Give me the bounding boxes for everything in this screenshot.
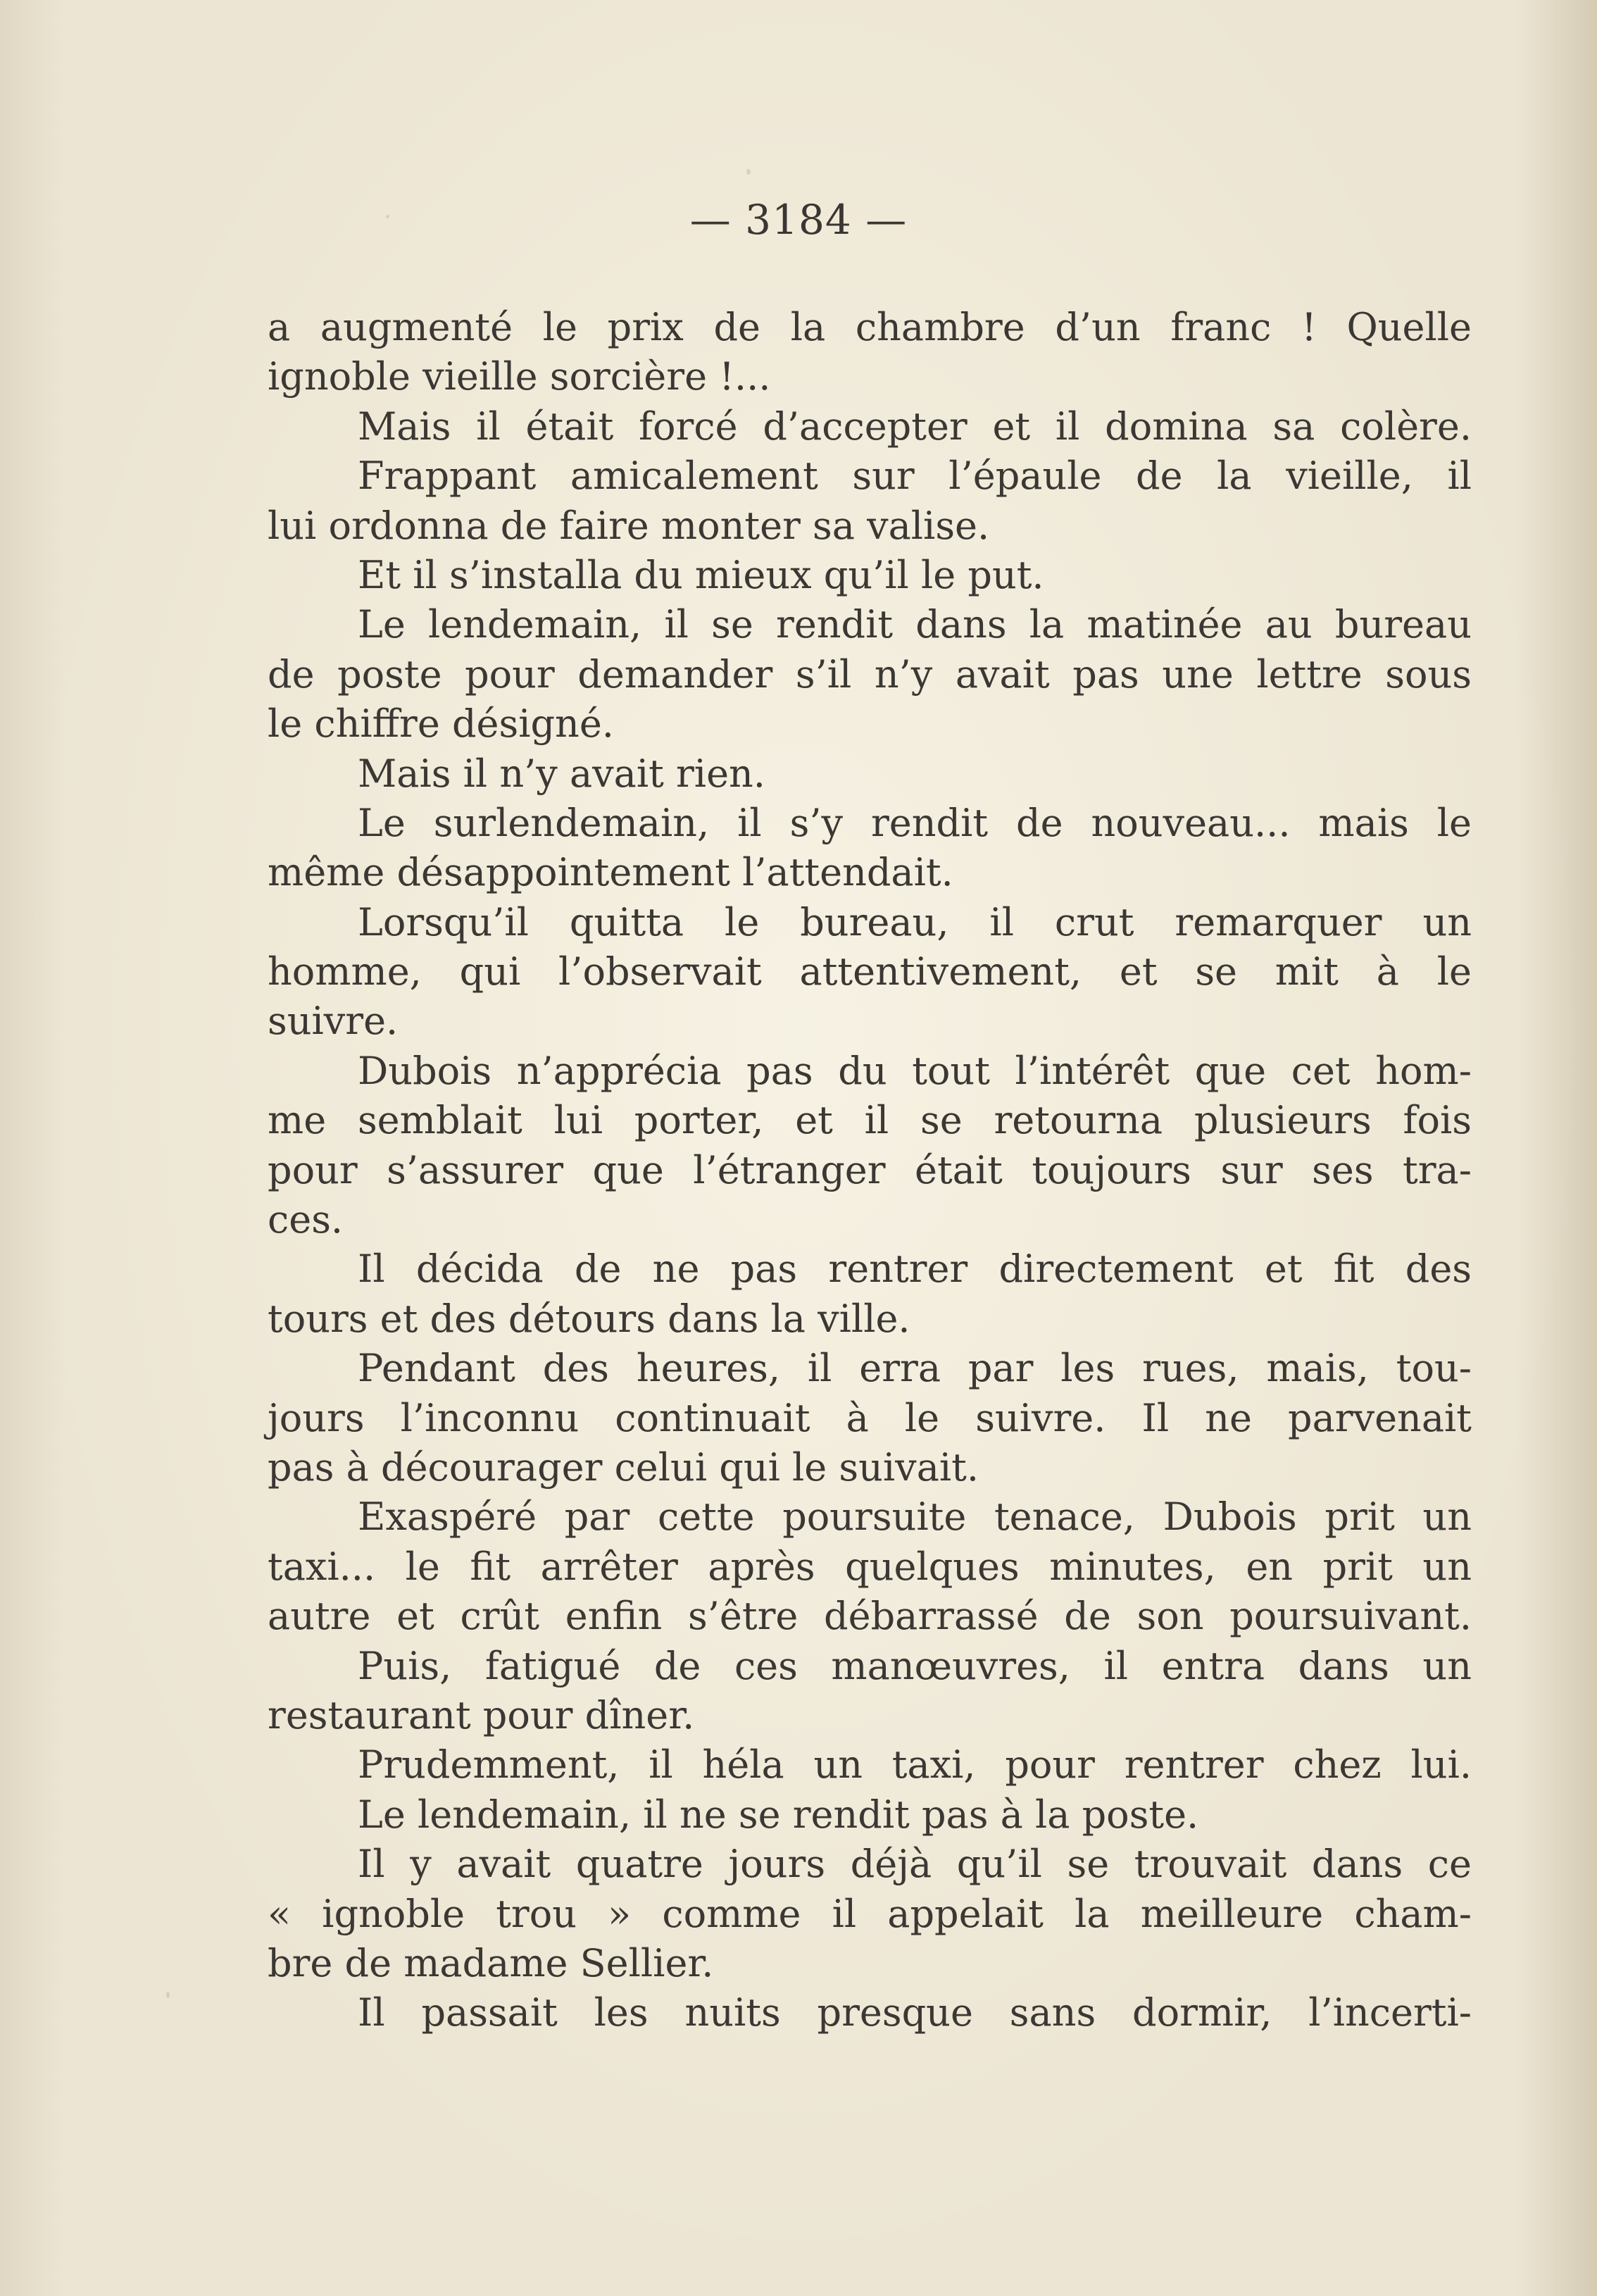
- text-line: jours l’inconnu continuait à le suivre. Il ne parvenait: [268, 1395, 1472, 1440]
- text-line: ignoble vieille sorcière !...: [268, 354, 771, 399]
- text-line: Il décida de ne pas rentrer directement et fit des: [358, 1247, 1472, 1292]
- paper-spot: [386, 215, 389, 218]
- page-number: — 3184 —: [689, 196, 908, 244]
- text-line: Il passait les nuits presque sans dormir, l’incerti-: [358, 1990, 1472, 2035]
- text-line: restaurant pour dîner.: [268, 1692, 695, 1737]
- text-line: Le lendemain, il se rendit dans la matinée au bureau: [358, 602, 1472, 647]
- text-line: Il y avait quatre jours déjà qu’il se trouvait dans ce: [358, 1842, 1472, 1887]
- text-line: « ignoble trou » comme il appelait la meilleure cham-: [268, 1891, 1472, 1936]
- text-line: le chiffre désigné.: [268, 701, 614, 747]
- body-text: [268, 303, 1472, 2038]
- text-line: Mais il était forcé d’accepter et il domina sa colère.: [358, 404, 1472, 449]
- text-line: lui ordonna de faire monter sa valise.: [268, 503, 990, 548]
- text-line: tours et des détours dans la ville.: [268, 1296, 910, 1341]
- text-line: de poste pour demander s’il n’y avait pas une lettre sous: [268, 651, 1472, 697]
- text-line: suivre.: [268, 999, 399, 1044]
- text-line: Exaspéré par cette poursuite tenace, Dubois prit un: [358, 1495, 1472, 1540]
- text-line: Le surlendemain, il s’y rendit de nouveau... mais le: [358, 800, 1472, 845]
- paper-spot: [166, 1992, 170, 1998]
- text-line: Dubois n’apprécia pas du tout l’intérêt que cet hom-: [358, 1048, 1472, 1093]
- text-line: Prudemment, il héla un taxi, pour rentrer chez lui.: [358, 1742, 1472, 1787]
- text-line: ces.: [268, 1197, 344, 1242]
- text-line: autre et crût enfin s’être débarrassé de son poursuivant.: [268, 1594, 1472, 1639]
- text-line: Le lendemain, il ne se rendit pas à la poste.: [358, 1792, 1199, 1837]
- text-line: Frappant amicalement sur l’épaule de la vieille, il: [358, 454, 1472, 499]
- text-line: Mais il n’y avait rien.: [358, 751, 765, 796]
- text-line: Pendant des heures, il erra par les rues, mais, tou-: [358, 1346, 1472, 1391]
- text-line: pas à décourager celui qui le suivait.: [268, 1445, 979, 1490]
- text-line: taxi... le fit arrêter après quelques minutes, en prit un: [268, 1544, 1472, 1589]
- paper-spot: [746, 169, 751, 175]
- text-line: même désappointement l’attendait.: [268, 850, 953, 895]
- text-line: Lorsqu’il quitta le bureau, il crut remarquer un: [358, 899, 1472, 944]
- text-line: homme, qui l’observait attentivement, et se mit à le: [268, 949, 1472, 994]
- text-line: a augmenté le prix de la chambre d’un franc ! Quelle: [268, 305, 1472, 349]
- text-line: Puis, fatigué de ces manœuvres, il entra dans un: [358, 1643, 1472, 1688]
- text-line: me semblait lui porter, et il se retourna plusieurs fois: [268, 1098, 1472, 1143]
- text-line: bre de madame Sellier.: [268, 1940, 714, 1985]
- text-line: Et il s’installa du mieux qu’il le put.: [358, 552, 1044, 597]
- text-line: pour s’assurer que l’étranger était toujours sur ses tra-: [268, 1147, 1472, 1192]
